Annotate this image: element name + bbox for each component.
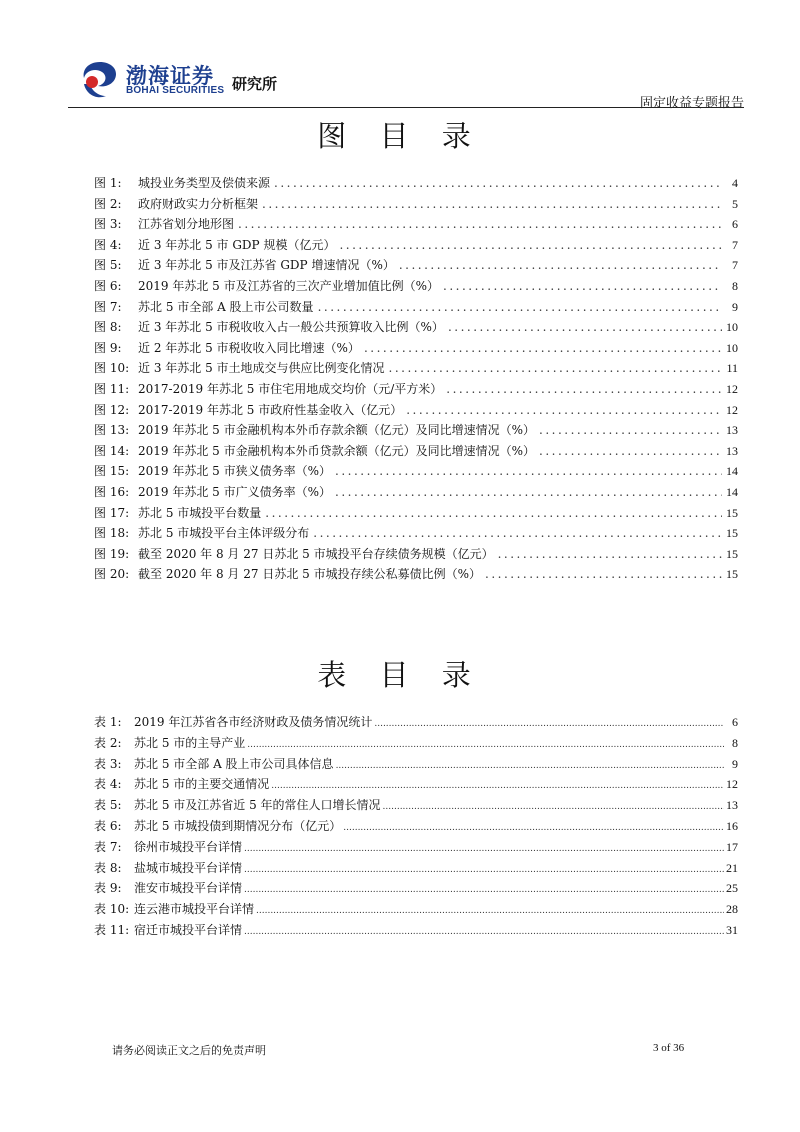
table-toc-list — [94, 713, 738, 942]
table-entry-label: 表 8: — [94, 860, 122, 875]
figure-toc-entry[interactable] — [94, 236, 738, 257]
footer-disclaimer: 请务必阅读正文之后的免责声明 — [112, 1044, 266, 1057]
figure-toc-entry[interactable] — [94, 483, 738, 504]
page-header — [68, 58, 744, 110]
table-entry-page[interactable]: 25 — [726, 881, 738, 896]
dot-leader — [343, 819, 724, 833]
dot-leader — [539, 423, 722, 437]
company-name-en: BOHAI SECURITIES — [126, 85, 225, 96]
table-entry-page[interactable]: 16 — [726, 818, 738, 833]
footer-page-number: 3 of 36 — [653, 1042, 685, 1054]
dot-leader — [238, 217, 722, 231]
figure-entry-page[interactable]: 4 — [732, 176, 738, 190]
dot-leader — [364, 341, 722, 355]
dot-leader — [446, 382, 722, 396]
table-entry-page[interactable]: 6 — [732, 715, 738, 729]
dot-leader — [313, 526, 722, 540]
dot-leader — [539, 444, 722, 458]
dot-leader — [244, 923, 724, 937]
figure-toc-entry[interactable] — [94, 339, 738, 360]
figure-entry-title[interactable]: 城投业务类型及偿债来源 — [138, 176, 271, 190]
table-toc-entry[interactable] — [94, 817, 738, 838]
table-entry-label: 表 4: — [94, 777, 122, 792]
figure-toc-entry[interactable] — [94, 380, 738, 401]
figure-entry-page[interactable]: 15 — [726, 546, 738, 561]
figure-entry-page[interactable]: 14 — [726, 484, 738, 499]
table-entry-label: 表 7: — [94, 839, 122, 854]
figure-entry-page[interactable]: 9 — [732, 299, 738, 314]
figure-entry-page[interactable]: 12 — [726, 402, 738, 417]
table-toc-entry[interactable] — [94, 838, 738, 859]
table-entry-label: 表 1: — [94, 715, 122, 729]
table-entry-label: 表 6: — [94, 818, 122, 833]
figure-entry-page[interactable]: 15 — [726, 505, 738, 520]
dot-leader — [271, 777, 724, 791]
figure-toc-title: 图 目 录 — [317, 119, 483, 153]
table-entry-label: 表 2: — [94, 735, 122, 750]
dot-leader — [374, 715, 724, 729]
figure-toc-entry[interactable] — [94, 359, 738, 380]
dot-leader — [498, 547, 722, 561]
figure-toc-entry[interactable] — [94, 215, 738, 236]
table-toc-entry[interactable] — [94, 775, 738, 796]
figure-entry-title[interactable]: 2019 年苏北 5 市金融机构本外币贷款余额（亿元）及同比增速情况（%） — [138, 443, 536, 458]
table-entry-page[interactable]: 21 — [726, 860, 738, 875]
figure-toc-entry[interactable] — [94, 174, 738, 195]
figure-entry-title[interactable]: 近 3 年苏北 5 市税收收入占一般公共预算收入比例（%） — [138, 320, 444, 335]
figure-entry-title[interactable]: 江苏省划分地形图 — [138, 217, 235, 232]
table-toc-entry[interactable] — [94, 796, 738, 817]
dot-leader — [448, 320, 722, 334]
figure-entry-page[interactable]: 13 — [726, 423, 738, 438]
figure-entry-page[interactable]: 8 — [732, 278, 738, 293]
figure-entry-label: 图 11: — [94, 381, 130, 396]
figure-toc-entry[interactable] — [94, 256, 738, 277]
table-entry-label: 表 11: — [94, 922, 130, 937]
figure-toc-entry[interactable] — [94, 545, 738, 566]
table-entry-title[interactable]: 苏北 5 市的主要交通情况 — [134, 777, 270, 792]
figure-entry-label: 图 15: — [94, 464, 130, 479]
figure-toc-entry[interactable] — [94, 462, 738, 483]
table-toc-entry[interactable] — [94, 900, 738, 921]
figure-entry-title[interactable]: 截至 2020 年 8 月 27 日苏北 5 市城投平台存续债务规模（亿元） — [138, 546, 494, 561]
table-toc-entry[interactable] — [94, 921, 738, 942]
figure-toc-entry[interactable] — [94, 298, 738, 319]
figure-entry-title[interactable]: 2017-2019 年苏北 5 市政府性基金收入（亿元） — [138, 402, 403, 417]
table-entry-page[interactable]: 8 — [732, 735, 738, 750]
figure-toc-entry[interactable] — [94, 195, 738, 216]
figure-entry-label: 图 17: — [94, 505, 130, 520]
figure-entry-label: 图 16: — [94, 484, 130, 499]
dot-leader — [274, 176, 722, 190]
dot-leader — [406, 403, 722, 417]
figure-entry-label: 图 18: — [94, 526, 130, 541]
table-entry-title[interactable]: 连云港市城投平台详情 — [134, 902, 255, 917]
table-entry-label: 表 3: — [94, 756, 122, 771]
dot-leader — [485, 567, 722, 581]
figure-entry-title[interactable]: 苏北 5 市城投平台主体评级分布 — [138, 526, 310, 541]
figure-entry-page[interactable]: 15 — [726, 567, 738, 582]
figure-entry-label: 图 10: — [94, 361, 130, 376]
table-entry-title[interactable]: 苏北 5 市城投债到期情况分布（亿元） — [134, 818, 342, 833]
dot-leader — [399, 258, 722, 272]
table-entry-title[interactable]: 苏北 5 市全部 A 股上市公司具体信息 — [134, 756, 334, 771]
figure-entry-page[interactable]: 14 — [726, 464, 738, 479]
report-type: 固定收益专题报告 — [639, 96, 744, 111]
dot-leader — [389, 361, 722, 375]
table-entry-title[interactable]: 苏北 5 市的主导产业 — [134, 735, 246, 750]
figure-entry-title[interactable]: 近 3 年苏北 5 市及江苏省 GDP 增速情况（%） — [138, 258, 395, 273]
figure-entry-title[interactable]: 苏北 5 市全部 A 股上市公司数量 — [138, 299, 314, 314]
table-toc-title: 表 目 录 — [317, 658, 483, 692]
figure-entry-title[interactable]: 近 3 年苏北 5 市 GDP 规模（亿元） — [138, 237, 336, 252]
table-entry-label: 表 9: — [94, 881, 122, 896]
figure-entry-label: 图 2: — [94, 196, 122, 211]
table-entry-page[interactable]: 17 — [726, 839, 738, 854]
figure-entry-title[interactable]: 近 2 年苏北 5 市税收收入同比增速（%） — [138, 340, 360, 355]
table-entry-page[interactable]: 13 — [726, 798, 738, 813]
figure-entry-label: 图 20: — [94, 567, 130, 582]
figure-entry-title[interactable]: 2019 年苏北 5 市及江苏省的三次产业增加值比例（%） — [138, 278, 440, 293]
dot-leader — [339, 238, 722, 252]
department-name: 研究所 — [232, 75, 278, 93]
bohai-logo-icon — [78, 58, 122, 102]
figure-entry-label: 图 4: — [94, 237, 122, 252]
dot-leader — [244, 881, 724, 895]
dot-leader — [247, 736, 724, 750]
figure-toc-entry[interactable] — [94, 442, 738, 463]
company-name-cn: 渤海证券 — [126, 64, 214, 88]
table-entry-title[interactable]: 宿迁市城投平台详情 — [134, 922, 243, 937]
dot-leader — [383, 798, 724, 812]
figure-entry-label: 图 3: — [94, 217, 122, 232]
figure-entry-title[interactable]: 2019 年苏北 5 市广义债务率（%） — [138, 484, 332, 499]
dot-leader — [443, 279, 722, 293]
figure-toc-entry[interactable] — [94, 401, 738, 422]
figure-toc-entry[interactable] — [94, 318, 738, 339]
figure-toc-entry[interactable] — [94, 277, 738, 298]
figure-entry-title[interactable]: 2019 年苏北 5 市狭义债务率（%） — [138, 464, 332, 479]
table-entry-title[interactable]: 2019 年江苏省各市经济财政及债务情况统计 — [134, 715, 373, 729]
figure-entry-label: 图 19: — [94, 546, 130, 561]
dot-leader — [318, 300, 722, 314]
figure-entry-title[interactable]: 2019 年苏北 5 市金融机构本外币存款余额（亿元）及同比增速情况（%） — [138, 423, 536, 438]
table-entry-page[interactable]: 31 — [726, 922, 738, 937]
table-entry-page[interactable]: 28 — [726, 902, 738, 917]
figure-toc-entry[interactable] — [94, 565, 738, 586]
figure-entry-page[interactable]: 12 — [726, 381, 738, 396]
figure-entry-label: 图 7: — [94, 299, 122, 314]
dot-leader — [244, 861, 724, 875]
dot-leader — [336, 757, 724, 771]
table-toc-entry[interactable] — [94, 859, 738, 880]
figure-entry-page[interactable]: 6 — [732, 217, 738, 232]
figure-entry-page[interactable]: 10 — [726, 320, 738, 335]
table-entry-title[interactable]: 淮安市城投平台详情 — [134, 881, 243, 896]
dot-leader — [262, 197, 722, 211]
figure-entry-label: 图 9: — [94, 340, 122, 355]
figure-entry-page[interactable]: 10 — [726, 340, 738, 355]
dot-leader — [244, 840, 724, 854]
figure-entry-label: 图 12: — [94, 402, 130, 417]
table-entry-label: 表 10: — [94, 902, 130, 917]
figure-entry-title[interactable]: 2017-2019 年苏北 5 市住宅用地成交均价（元/平方米） — [138, 381, 443, 396]
figure-entry-page[interactable]: 5 — [732, 196, 738, 211]
figure-entry-label: 图 14: — [94, 443, 130, 458]
table-toc-entry[interactable] — [94, 713, 738, 734]
figure-entry-label: 图 13: — [94, 423, 130, 438]
table-entry-title[interactable]: 徐州市城投平台详情 — [134, 839, 243, 854]
table-entry-title[interactable]: 苏北 5 市及江苏省近 5 年的常住人口增长情况 — [134, 798, 381, 813]
figure-entry-page[interactable]: 7 — [732, 237, 738, 252]
figure-entry-label: 图 6: — [94, 278, 122, 293]
figure-entry-page[interactable]: 7 — [732, 258, 738, 273]
dot-leader — [256, 902, 724, 916]
table-entry-page[interactable]: 9 — [732, 756, 738, 771]
table-toc-entry[interactable] — [94, 734, 738, 755]
table-entry-title[interactable]: 盐城市城投平台详情 — [134, 860, 243, 875]
figure-entry-label: 图 5: — [94, 258, 122, 273]
bohai-logo — [78, 58, 288, 104]
figure-entry-title[interactable]: 截至 2020 年 8 月 27 日苏北 5 市城投存续公私募债比例（%） — [138, 567, 481, 582]
figure-entry-page[interactable]: 11 — [726, 361, 738, 376]
figure-entry-title[interactable]: 政府财政实力分析框架 — [138, 196, 259, 211]
figure-toc-entry[interactable] — [94, 504, 738, 525]
figure-toc-list — [94, 174, 738, 586]
header-divider — [68, 107, 744, 108]
figure-entry-title[interactable]: 苏北 5 市城投平台数量 — [138, 505, 262, 520]
dot-leader — [265, 506, 722, 520]
figure-entry-page[interactable]: 13 — [726, 443, 738, 458]
table-toc-entry[interactable] — [94, 879, 738, 900]
dot-leader — [335, 485, 722, 499]
table-toc-entry[interactable] — [94, 755, 738, 776]
dot-leader — [335, 464, 722, 478]
figure-toc-entry[interactable] — [94, 421, 738, 442]
figure-entry-label: 图 8: — [94, 320, 122, 335]
figure-entry-label: 图 1: — [94, 176, 122, 190]
table-entry-label: 表 5: — [94, 798, 122, 813]
figure-entry-title[interactable]: 近 3 年苏北 5 市土地成交与供应比例变化情况 — [138, 361, 385, 376]
figure-entry-page[interactable]: 15 — [726, 526, 738, 541]
figure-toc-entry[interactable] — [94, 524, 738, 545]
table-entry-page[interactable]: 12 — [726, 777, 738, 792]
